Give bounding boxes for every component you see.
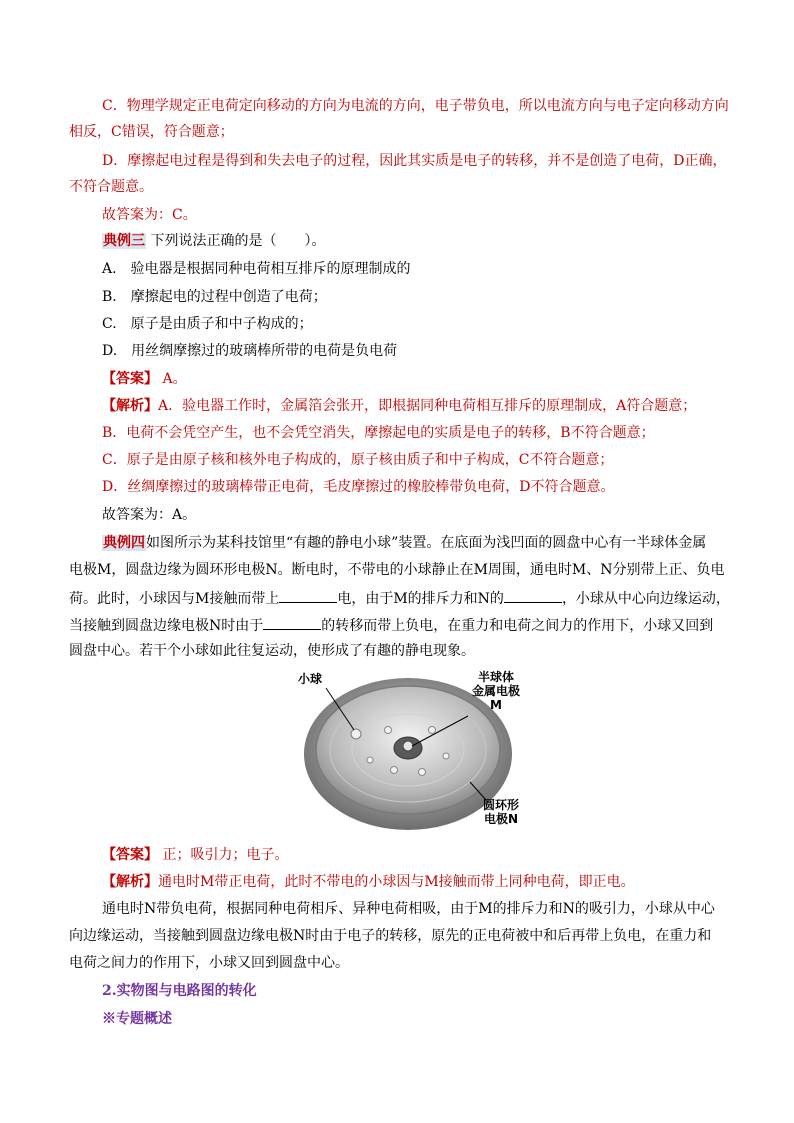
example4-analysis-tag: 【解析】	[102, 874, 158, 890]
example4-line3-part1: 荷。此时，小球因与M接触而带上	[69, 591, 280, 607]
example4-line3-part2: 电，由于M的排斥力和N的	[337, 591, 504, 607]
example4-line2: 电极M，圆盘边缘为圆环形电极N。断电时，不带电的小球静止在M周围，通电时M、N分别带上正、负电	[69, 562, 725, 578]
example3-analysis-a	[102, 397, 696, 415]
example3-analysis-b: B．电荷不会凭空产生，也不会凭空消失，摩擦起电的实质是电子的转移，B不符合题意；	[102, 425, 655, 441]
example4-line5: 圆盘中心。若干个小球如此往复运动，使形成了有趣的静电现象。	[69, 643, 475, 659]
example3-question-text: 下列说法正确的是（ ）。	[150, 233, 326, 249]
answer-conclusion: 故答案为：C。	[102, 207, 197, 223]
example3-analysis-c: C．原子是由原子核和核外电子构成的，原子核由质子和中子构成，C不符合题意；	[102, 452, 614, 468]
example3-option-c: C. 原子是由质子和中子构成的；	[102, 316, 313, 332]
example3-answer-text: A。	[162, 371, 187, 387]
example4-line1	[102, 534, 706, 552]
example4-line4-part2: 的转移而带上负电，在重力和电荷之间力的作用下，小球又回到	[321, 618, 714, 634]
example4-tag: 典例四	[103, 535, 145, 551]
example3-conclusion: 故答案为：A。	[102, 507, 197, 523]
figure-label-m-line1: 半球体	[477, 670, 514, 684]
figure-label-n-line1: 圆环形	[482, 798, 519, 812]
example4-answer	[102, 846, 288, 864]
example3-question	[102, 232, 325, 250]
example4-analysis-1-text: 通电时M带正电荷，此时不带电的小球因与M接触而带上同种电荷，即正电。	[158, 874, 635, 890]
figure-label-m-line2: 金属电极	[471, 684, 520, 698]
figure-label-m	[464, 670, 528, 712]
option-d-analysis-line2: 不符合题意。	[69, 179, 153, 195]
option-c-analysis-line2: 相反，C错误，符合题意；	[69, 124, 234, 140]
figure-label-n	[476, 798, 526, 826]
example4-line3	[69, 588, 730, 608]
example3-answer	[102, 370, 187, 388]
example4-answer-text: 正；吸引力；电子。	[162, 847, 289, 863]
figure-label-ball: 小球	[298, 672, 323, 686]
example3-option-d: D. 用丝绸摩擦过的玻璃棒所带的电荷是负电荷	[102, 343, 398, 359]
answer-blank-2[interactable]	[504, 588, 562, 603]
option-d-analysis-line1: D．摩擦起电过程是得到和失去电子的过程，因此其实质是电子的转移，并不是创造了电荷，D正确，	[102, 153, 727, 169]
example3-tag: 典例三	[103, 233, 145, 249]
answer-blank-3[interactable]	[263, 615, 321, 630]
example4-analysis-1	[102, 873, 635, 891]
figure-label-n-line2: 电极N	[483, 812, 519, 826]
example3-answer-tag: 【答案】	[102, 371, 158, 387]
example3-analysis-d: D．丝绸摩擦过的玻璃棒带正电荷，毛皮摩擦过的橡胶棒带负电荷，D不符合题意。	[102, 479, 615, 495]
example4-answer-tag: 【答案】	[102, 847, 158, 863]
section-heading: 2.实物图与电路图的转化	[102, 983, 257, 999]
example4-analysis-3: 向边缘运动，当接触到圆盘边缘电极N时由于电子的转移，原先的正电荷被中和后再带上负电，在重力和	[69, 928, 712, 944]
example4-line1-text: 如图所示为某科技馆里“有趣的静电小球”装置。在底面为浅凹面的圆盘中心有一半球体金属	[146, 535, 707, 551]
example3-option-a: A. 验电器是根据同种电荷相互排斥的原理制成的	[102, 261, 411, 277]
example4-line4-part1: 当接触到圆盘边缘电极N时由于	[69, 618, 264, 634]
example3-analysis-tag: 【解析】	[102, 398, 158, 414]
answer-blank-1[interactable]	[279, 588, 337, 603]
example4-line4	[69, 615, 713, 635]
section-subheading: ※专题概述	[102, 1011, 172, 1027]
example3-option-b: B. 摩擦起电的过程中创造了电荷；	[102, 289, 327, 305]
example4-line3-part3: ，小球从中心向边缘运动，	[561, 591, 730, 607]
small-ball	[351, 729, 361, 739]
electrostatic-ball-figure	[296, 670, 528, 832]
example3-analysis-a-text: A．验电器工作时，金属箔会张开，即根据同种电荷相互排斥的原理制成，A符合题意；	[158, 398, 697, 414]
example4-analysis-2: 通电时N带负电荷，根据同种电荷相斥、异种电荷相吸，由于M的排斥力和N的吸引力，小球从中心	[102, 901, 715, 917]
figure-label-m-line3: M	[490, 698, 502, 712]
example4-analysis-4: 电荷之间力的作用下，小球又回到圆盘中心。	[69, 955, 349, 971]
option-c-analysis-line1: C．物理学规定正电荷定向移动的方向为电流的方向，电子带负电，所以电流方向与电子定向移动方向	[102, 98, 729, 114]
